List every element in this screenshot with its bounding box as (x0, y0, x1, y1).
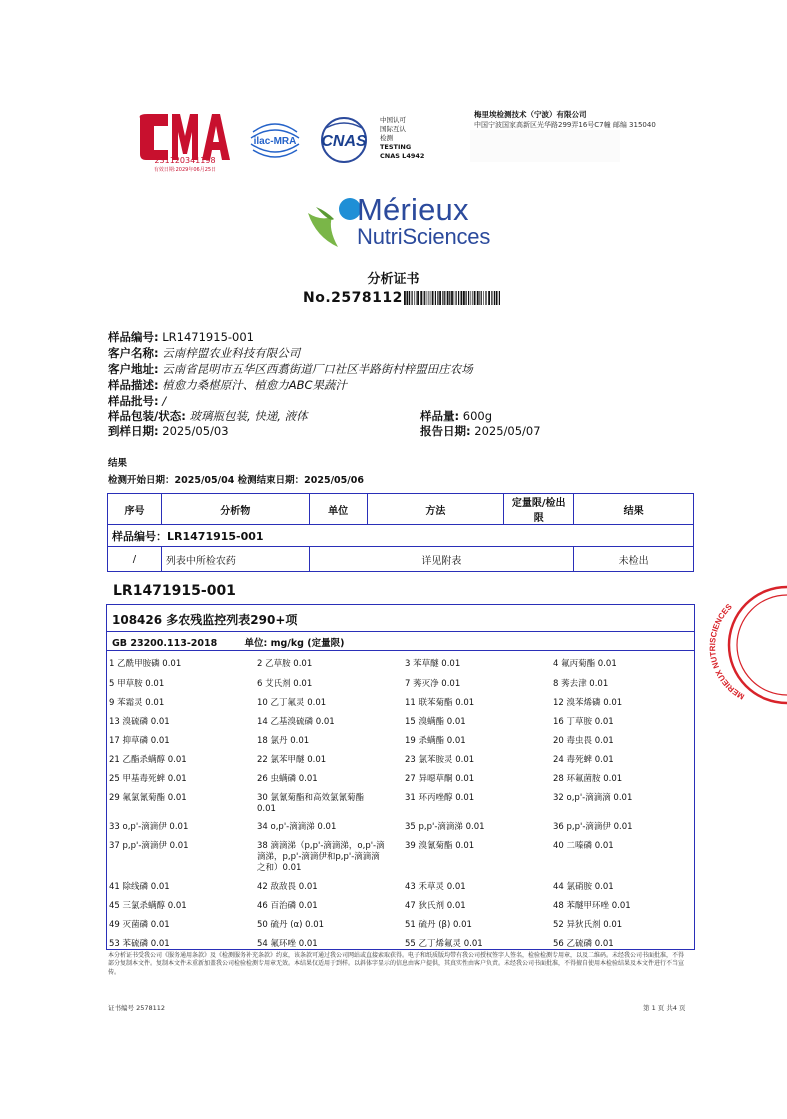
pesticide-item: 33 o,p'-滴滴伊 0.01 (109, 822, 189, 832)
pesticide-item: 46 百治磷 0.01 (257, 901, 318, 911)
panel-title: 108426 多农残监控列表290+项 (112, 613, 298, 627)
table-row (108, 525, 694, 547)
pesticide-item: 16 丁草胺 0.01 (553, 717, 614, 727)
pesticide-item: 42 敌敌畏 0.01 (257, 882, 318, 892)
pesticide-item: 26 虫螨磷 0.01 (257, 774, 318, 784)
pesticide-item: 53 苯硫磷 0.01 (109, 939, 170, 949)
ilac-mra-logo (247, 116, 303, 164)
panel-standard: GB 23200.113-2018 (112, 638, 218, 649)
barcode (404, 291, 501, 305)
brand-name-line2: NutriSciences (357, 224, 491, 249)
pesticide-item: 48 苯醚甲环唑 0.01 (553, 901, 631, 911)
pesticide-item: 4 氟丙菊酯 0.01 (553, 659, 617, 669)
batch-row (108, 393, 166, 409)
pesticide-item: 45 三氯杀螨醇 0.01 (109, 901, 187, 911)
pesticide-item: 6 艾氏剂 0.01 (257, 679, 313, 689)
pesticide-item: 50 硫丹 (α) 0.01 (257, 920, 325, 930)
pesticide-item: 31 环丙唑醇 0.01 (405, 793, 475, 803)
report-date-value: 2025/05/07 (474, 424, 541, 438)
lab-name: 梅里埃检测技术（宁波）有限公司 (474, 110, 587, 119)
pesticide-item: 43 禾草灵 0.01 (405, 882, 466, 892)
result-heading: 结果 (108, 458, 128, 469)
report-date-label: 报告日期: (420, 424, 471, 438)
pesticide-item: 19 杀螨酯 0.01 (405, 736, 466, 746)
test-dates: 检测开始日期：2025/05/04 检测结束日期：2025/05/06 (108, 475, 364, 486)
pesticide-item: 23 氯苯胺灵 0.01 (405, 755, 475, 765)
pesticide-item: 51 硫丹 (β) 0.01 (405, 920, 472, 930)
faint-mark (470, 130, 620, 162)
col-header: 结果 (574, 494, 694, 525)
table-header-row (108, 494, 694, 525)
pesticide-item: 40 二嗪磷 0.01 (553, 841, 614, 851)
table-cell: / (108, 547, 162, 572)
panel-unit: 单位: mg/kg (定量限) (244, 638, 345, 649)
col-header: 定量限/检出限 (504, 494, 574, 525)
sample-no-value: LR1471915-001 (162, 330, 254, 344)
client-name-value: 云南梓盟农业科技有限公司 (162, 346, 301, 360)
cnas-line: 国际互认 (380, 125, 406, 133)
footer-page-number: 第 1 页 共4 页 (643, 1004, 686, 1012)
quantity-label: 样品量: (420, 409, 460, 423)
quantity-value: 600g (462, 409, 493, 423)
cnas-text-block (380, 116, 424, 161)
packaging-value: 玻璃瓶包装, 快递, 液体 (189, 409, 308, 423)
pesticide-item: 37 p,p'-滴滴伊 0.01 (109, 841, 189, 851)
pesticide-item: 27 异噁草酮 0.01 (405, 774, 475, 784)
cnas-label: CNAS (321, 133, 367, 150)
table-cell: 未检出 (574, 547, 694, 572)
pesticide-item: 35 p,p'-滴滴涕 0.01 (405, 822, 485, 832)
pesticide-item: 44 氯硝胺 0.01 (553, 882, 614, 892)
sample-id-heading: LR1471915-001 (113, 583, 236, 599)
batch-label: 样品批号: (108, 394, 159, 408)
table-row (108, 547, 694, 572)
pesticide-item: 56 乙硫磷 0.01 (553, 939, 614, 949)
pesticide-item: 5 甲草胺 0.01 (109, 679, 165, 689)
arrival-row (108, 423, 229, 439)
result-table (107, 493, 694, 572)
cnas-line: CNAS L4942 (380, 152, 425, 160)
sample-desc-label: 样品描述: (108, 378, 159, 392)
pesticide-item: 11 联苯菊酯 0.01 (405, 698, 475, 708)
pesticide-item: 21 乙酯杀螨醇 0.01 (109, 755, 187, 765)
col-header: 单位 (309, 494, 367, 525)
pesticide-item: 38 滴滴涕（p,p'-滴滴涕，o,p'-滴滴涕，p,p'-滴滴伊和p,p'-滴滴滴之和）0.01 (257, 841, 385, 873)
cnas-line: 检测 (380, 134, 393, 142)
pesticide-item: 54 氟环唑 0.01 (257, 939, 318, 949)
pesticide-item: 52 异狄氏剂 0.01 (553, 920, 623, 930)
document-title: 分析证书 (367, 272, 420, 287)
packaging-label: 样品包装/状态: (108, 409, 186, 423)
table-cell: 列表中所检农药 (161, 547, 309, 572)
pesticide-item: 29 氟氯氰菊酯 0.01 (109, 793, 187, 803)
sample-group-label: 样品编号：LR1471915-001 (108, 525, 694, 547)
sample-no-label: 样品编号: (108, 330, 159, 344)
lab-address: 中国宁波国家高新区光华路299弄16号C7幢 邮编 315040 (474, 121, 656, 129)
pesticide-item: 41 除线磷 0.01 (109, 882, 170, 892)
panel-subheader (112, 635, 344, 649)
footer-certificate-no: 证书编号 2578112 (108, 1004, 166, 1012)
footer-disclaimer: 本分析证书受我公司《服务通用条款》及《检测服务补充条款》约束，该条款可通过我公司网站或直接索取获得。电子和纸质版均带有我公司授权签字人签名，检验检测专用章，以及二维码。未经我公司书面批准，不得部分复制本文件。复制本文件未重新加盖我公司检验检测专用章无效。本结果仅适用于到样。以斜体字显示的信息由客户提供，其真实性由客户负责。未经我公司书面批准，不得擅自使用本检验结果及本文件进行不当宣传。 (108, 952, 685, 976)
sample-no-row (108, 329, 254, 345)
pesticide-item: 3 苯草醚 0.01 (405, 659, 461, 669)
client-name-row (108, 345, 300, 361)
report-number: No.2578112 (303, 290, 403, 306)
batch-value: / (162, 394, 167, 408)
pesticide-item: 32 o,p'-滴滴滴 0.01 (553, 793, 633, 803)
pesticide-item: 12 溴苯烯磷 0.01 (553, 698, 623, 708)
client-address-label: 客户地址: (108, 362, 159, 376)
ilac-label: ilac-MRA (253, 136, 297, 147)
packaging-row (108, 408, 308, 424)
cma-number: 231120341198 (154, 156, 216, 165)
pesticide-item: 14 乙基溴硫磷 0.01 (257, 717, 335, 727)
pesticide-item: 10 乙丁氟灵 0.01 (257, 698, 327, 708)
svg-text:MERIEUX NUTRISCIENCES: MERIEUX NUTRISCIENCES (708, 602, 746, 702)
pesticide-item: 20 毒虫畏 0.01 (553, 736, 614, 746)
pesticide-item: 15 溴螨酯 0.01 (405, 717, 466, 727)
pesticide-item: 9 苯霜灵 0.01 (109, 698, 165, 708)
cnas-logo (312, 116, 376, 164)
pesticide-item: 25 甲基毒死蜱 0.01 (109, 774, 187, 784)
pesticide-item: 30 氯氰菊酯和高效氯氰菊酯 0.01 (257, 793, 365, 814)
pesticide-item: 36 p,p'-滴滴伊 0.01 (553, 822, 633, 832)
pesticide-item: 2 乙草胺 0.01 (257, 659, 313, 669)
pesticide-item: 24 毒死蜱 0.01 (553, 755, 614, 765)
pesticide-item: 34 o,p'-滴滴涕 0.01 (257, 822, 337, 832)
table-cell: 详见附表 (309, 547, 574, 572)
pesticide-item: 39 溴氰菊酯 0.01 (405, 841, 475, 851)
pesticide-item: 22 氯苯甲醚 0.01 (257, 755, 327, 765)
report-date-row (420, 423, 541, 439)
pesticide-item: 17 抑草磷 0.01 (109, 736, 170, 746)
client-name-label: 客户名称: (108, 346, 159, 360)
cnas-line: TESTING (380, 143, 412, 151)
col-header: 分析物 (161, 494, 309, 525)
col-header: 序号 (108, 494, 162, 525)
pesticide-item: 8 莠去津 0.01 (553, 679, 609, 689)
company-seal (705, 585, 787, 705)
pesticide-item: 7 莠灭净 0.01 (405, 679, 461, 689)
sample-desc-value: 植愈力桑椹原汁、植愈力ABC果蔬汁 (162, 378, 348, 392)
cnas-line: 中国认可 (380, 116, 406, 124)
panel-divider (106, 631, 695, 632)
client-address-row (108, 361, 473, 377)
pesticide-item: 49 灭菌磷 0.01 (109, 920, 170, 930)
panel-divider (106, 650, 695, 651)
pesticide-item: 47 狄氏剂 0.01 (405, 901, 466, 911)
quantity-row (420, 408, 492, 424)
col-header: 方法 (367, 494, 504, 525)
pesticide-item: 1 乙酰甲胺磷 0.01 (109, 659, 182, 669)
arrival-value: 2025/05/03 (162, 424, 229, 438)
arrival-label: 到样日期: (108, 424, 159, 438)
pesticide-item: 55 乙丁烯氟灵 0.01 (405, 939, 483, 949)
pesticide-item: 28 环氟菌胺 0.01 (553, 774, 623, 784)
cma-valid-date: 有效日期:2029年06月25日 (153, 167, 217, 173)
pesticide-item: 18 氯丹 0.01 (257, 736, 310, 746)
client-address-value: 云南省昆明市五华区西翥街道厂口社区半路街村梓盟田庄农场 (162, 362, 473, 376)
pesticide-item: 13 溴硫磷 0.01 (109, 717, 170, 727)
brand-name-line1: Mérieux (357, 192, 469, 227)
sample-desc-row (108, 377, 347, 393)
